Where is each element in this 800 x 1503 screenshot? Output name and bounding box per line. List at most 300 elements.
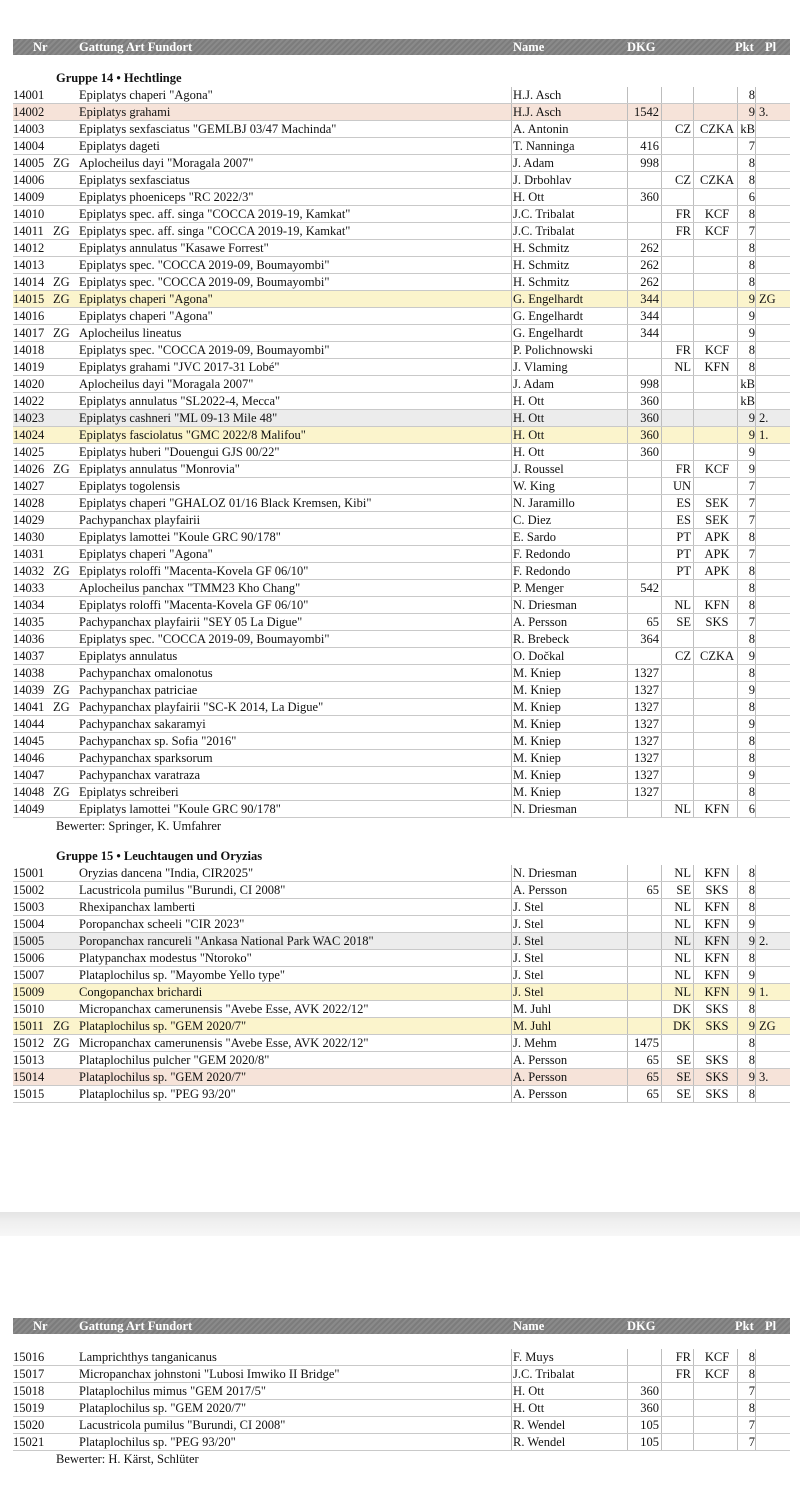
cell-art: Pachypanchax sp. Sofia "2016" — [79, 734, 237, 748]
column-divider — [511, 1434, 512, 1450]
cell-nr: 14034 — [13, 598, 45, 612]
column-divider — [755, 410, 756, 426]
column-divider — [627, 478, 628, 494]
cell-club — [697, 1035, 737, 1051]
column-divider — [693, 984, 694, 1000]
header-name: Name — [513, 40, 545, 54]
cell-land: ES — [676, 513, 691, 527]
cell-zg — [53, 138, 77, 154]
cell-nr: 14006 — [13, 173, 45, 187]
table-row — [13, 529, 790, 546]
table-row — [13, 223, 790, 240]
column-divider — [693, 750, 694, 766]
table-row — [13, 682, 790, 699]
table-row — [13, 699, 790, 716]
column-divider — [693, 393, 694, 409]
table-row — [13, 121, 790, 138]
cell-nr: 14017 — [13, 326, 45, 340]
cell-name: G. Engelhardt — [513, 309, 584, 323]
table-row — [13, 478, 790, 495]
column-divider — [693, 916, 694, 932]
column-divider — [511, 274, 512, 290]
cell-nr: 15016 — [13, 1350, 45, 1364]
cell-land — [663, 784, 691, 800]
cell-land — [663, 1400, 691, 1416]
column-divider — [661, 967, 662, 983]
cell-land: NL — [674, 900, 691, 914]
cell-zg — [53, 240, 77, 256]
column-divider — [511, 1069, 512, 1085]
group-15-rows — [13, 865, 790, 1103]
cell-pkt: 8 — [748, 360, 755, 374]
column-divider — [755, 1366, 756, 1382]
cell-nr: 14016 — [13, 309, 45, 323]
cell-pl — [759, 223, 789, 239]
column-divider — [693, 1434, 694, 1450]
cell-name: A. Persson — [513, 883, 568, 897]
cell-zg: ZG — [53, 785, 70, 799]
column-divider — [693, 899, 694, 915]
column-divider — [511, 427, 512, 443]
cell-dkg: 360 — [640, 394, 659, 408]
cell-dkg: 262 — [640, 241, 659, 255]
cell-name: J. Mehm — [513, 1036, 557, 1050]
header-gattung: Gattung Art Fundort — [79, 1319, 193, 1333]
cell-nr: 15006 — [13, 951, 45, 965]
column-divider — [755, 155, 756, 171]
cell-name: M. Kniep — [513, 683, 561, 697]
column-divider — [755, 325, 756, 341]
cell-nr: 14025 — [13, 445, 45, 459]
column-divider — [661, 716, 662, 732]
cell-zg: ZG — [53, 683, 70, 697]
column-divider — [755, 865, 756, 881]
cell-pl — [759, 529, 789, 545]
table-row — [13, 206, 790, 223]
cell-dkg: 65 — [646, 1053, 659, 1067]
cell-pl — [759, 699, 789, 715]
cell-nr: 14045 — [13, 734, 45, 748]
cell-art: Epiplatys chaperi "Agona" — [79, 547, 213, 561]
column-divider — [511, 189, 512, 205]
column-divider — [755, 393, 756, 409]
cell-name: M. Kniep — [513, 666, 561, 680]
column-divider — [661, 1086, 662, 1102]
cell-pl: 1. — [759, 985, 769, 999]
cell-nr: 15015 — [13, 1087, 45, 1101]
column-divider — [693, 291, 694, 307]
cell-club — [697, 189, 737, 205]
cell-land — [663, 155, 691, 171]
cell-pkt: 9 — [748, 1019, 755, 1033]
cell-dkg: 1327 — [634, 734, 659, 748]
column-divider — [661, 865, 662, 881]
column-divider — [661, 1366, 662, 1382]
cell-land: SE — [676, 1053, 691, 1067]
cell-land: PT — [676, 547, 691, 561]
cell-land: FR — [675, 207, 691, 221]
cell-name: J. Adam — [513, 377, 554, 391]
column-divider — [627, 444, 628, 460]
cell-nr: 14030 — [13, 530, 45, 544]
cell-art: Epiplatys annulatus "Kasawe Forrest" — [79, 241, 269, 255]
cell-zg — [53, 87, 77, 103]
column-divider — [755, 767, 756, 783]
cell-pkt: 8 — [748, 866, 755, 880]
cell-art: Pachypanchax playfairii "SEY 05 La Digue" — [79, 615, 303, 629]
column-divider — [693, 767, 694, 783]
column-divider — [627, 865, 628, 881]
cell-dkg — [629, 461, 659, 477]
cell-club: KFN — [704, 866, 730, 880]
cell-nr: 14011 — [13, 224, 44, 238]
column-divider — [755, 1434, 756, 1450]
column-divider — [693, 665, 694, 681]
column-divider — [661, 223, 662, 239]
table-row — [13, 916, 790, 933]
column-divider — [661, 376, 662, 392]
cell-pl — [759, 716, 789, 732]
column-divider — [755, 1052, 756, 1068]
cell-land — [663, 393, 691, 409]
cell-nr: 14026 — [13, 462, 45, 476]
cell-zg — [53, 308, 77, 324]
cell-club — [697, 274, 737, 290]
cell-pl — [759, 393, 789, 409]
cell-zg: ZG — [53, 224, 70, 238]
cell-zg — [53, 189, 77, 205]
cell-pkt: kB — [740, 377, 755, 391]
column-divider — [693, 563, 694, 579]
cell-pkt: 7 — [748, 479, 755, 493]
column-divider — [627, 1383, 628, 1399]
table-row — [13, 274, 790, 291]
cell-nr: 14022 — [13, 394, 45, 408]
cell-name: W. King — [513, 479, 555, 493]
cell-land — [663, 444, 691, 460]
cell-art: Epiplatys spec. "COCCA 2019-09, Boumayombi" — [79, 258, 330, 272]
cell-dkg: 262 — [640, 275, 659, 289]
cell-art: Epiplatys annulatus — [79, 649, 178, 663]
column-divider — [511, 597, 512, 613]
cell-club: SKS — [705, 1070, 729, 1084]
column-divider — [627, 87, 628, 103]
cell-nr: 14013 — [13, 258, 45, 272]
cell-pl — [759, 665, 789, 681]
cell-art: Oryzias dancena "India, CIR2025" — [79, 866, 254, 880]
cell-zg — [53, 410, 77, 426]
cell-club: KFN — [704, 985, 730, 999]
cell-art: Lacustricola pumilus "Burundi, CI 2008" — [79, 1418, 286, 1432]
column-divider — [511, 155, 512, 171]
cell-land: CZ — [675, 173, 691, 187]
cell-zg — [53, 933, 77, 949]
cell-club — [697, 631, 737, 647]
column-divider — [755, 291, 756, 307]
column-divider — [755, 597, 756, 613]
cell-land — [663, 138, 691, 154]
column-divider — [755, 444, 756, 460]
table-row — [13, 648, 790, 665]
cell-pl: 3. — [759, 105, 769, 119]
table-row — [13, 1018, 790, 1035]
cell-pl — [759, 865, 789, 881]
cell-land: NL — [674, 866, 691, 880]
cell-art: Epiplatys lamottei "Koule GRC 90/178" — [79, 530, 281, 544]
column-divider — [755, 984, 756, 1000]
cell-art: Epiplatys spec. aff. singa "COCCA 2019-19, Kamkat" — [79, 224, 351, 238]
cell-land — [663, 733, 691, 749]
cell-club: SKS — [705, 615, 729, 629]
column-divider — [627, 648, 628, 664]
column-divider — [627, 274, 628, 290]
cell-pkt: 8 — [748, 1401, 755, 1415]
cell-name: R. Brebeck — [513, 632, 570, 646]
column-divider — [661, 410, 662, 426]
cell-name: F. Muys — [513, 1350, 554, 1364]
column-divider — [511, 376, 512, 392]
column-divider — [693, 87, 694, 103]
cell-zg — [53, 172, 77, 188]
cell-zg — [53, 1069, 77, 1085]
table-row — [13, 580, 790, 597]
cell-club: SKS — [705, 883, 729, 897]
column-divider — [661, 1001, 662, 1017]
cell-land: UN — [672, 479, 691, 493]
column-divider — [511, 104, 512, 120]
cell-club: APK — [704, 530, 730, 544]
column-divider — [627, 189, 628, 205]
column-divider — [755, 1383, 756, 1399]
cell-pl — [759, 172, 789, 188]
column-divider — [627, 495, 628, 511]
cell-dkg: 65 — [646, 1070, 659, 1084]
cell-name: A. Persson — [513, 1053, 568, 1067]
cell-art: Poropanchax rancureli "Ankasa National Park WAC 2018" — [79, 934, 374, 948]
cell-land: FR — [675, 224, 691, 238]
column-divider — [755, 206, 756, 222]
cell-nr: 14028 — [13, 496, 45, 510]
cell-pl: 2. — [759, 934, 769, 948]
cell-pkt: 8 — [748, 666, 755, 680]
cell-art: Epiplatys annulatus "Monrovia" — [79, 462, 240, 476]
cell-land — [663, 580, 691, 596]
column-divider — [661, 291, 662, 307]
column-divider — [511, 682, 512, 698]
cell-land: CZ — [675, 122, 691, 136]
column-divider — [511, 1001, 512, 1017]
table-row — [13, 750, 790, 767]
cell-pl — [759, 580, 789, 596]
cell-dkg: 360 — [640, 1384, 659, 1398]
column-divider — [693, 257, 694, 273]
column-divider — [627, 631, 628, 647]
column-divider — [755, 563, 756, 579]
cell-dkg: 1327 — [634, 768, 659, 782]
cell-dkg — [629, 916, 659, 932]
table-row — [13, 138, 790, 155]
cell-art: Epiplatys spec. aff. singa "COCCA 2019-19, Kamkat" — [79, 207, 351, 221]
cell-pl — [759, 916, 789, 932]
column-divider — [627, 682, 628, 698]
column-divider — [511, 512, 512, 528]
cell-zg — [53, 495, 77, 511]
cell-nr: 15005 — [13, 934, 45, 948]
cell-dkg — [629, 933, 659, 949]
cell-zg — [53, 750, 77, 766]
cell-art: Pachypanchax sakaramyi — [79, 717, 206, 731]
group-footer: Bewerter: H. Kärst, Schlüter — [56, 1452, 199, 1466]
cell-land — [663, 87, 691, 103]
column-divider — [627, 767, 628, 783]
column-divider — [661, 801, 662, 817]
cell-pkt: 8 — [748, 1350, 755, 1364]
column-divider — [661, 699, 662, 715]
cell-art: Congopanchax brichardi — [79, 985, 203, 999]
table-row — [13, 967, 790, 984]
column-divider — [693, 546, 694, 562]
cell-pl — [759, 121, 789, 137]
cell-zg — [53, 1434, 77, 1450]
cell-name: H. Schmitz — [513, 258, 570, 272]
cell-land — [663, 104, 691, 120]
cell-name: M. Kniep — [513, 734, 561, 748]
column-divider — [755, 223, 756, 239]
cell-nr: 15017 — [13, 1367, 45, 1381]
table-row — [13, 1349, 790, 1366]
cell-dkg — [629, 1366, 659, 1382]
cell-club: APK — [704, 564, 730, 578]
cell-zg — [53, 529, 77, 545]
cell-pl — [759, 733, 789, 749]
column-divider — [693, 342, 694, 358]
cell-nr: 14033 — [13, 581, 45, 595]
cell-nr: 14014 — [13, 275, 45, 289]
cell-zg — [53, 257, 77, 273]
cell-pkt: 7 — [748, 224, 755, 238]
column-divider — [511, 1052, 512, 1068]
cell-pl — [759, 967, 789, 983]
column-divider — [661, 87, 662, 103]
cell-pkt: 8 — [748, 530, 755, 544]
column-divider — [511, 1417, 512, 1433]
cell-name: E. Sardo — [513, 530, 557, 544]
cell-pkt: 8 — [748, 88, 755, 102]
column-divider — [627, 138, 628, 154]
column-divider — [627, 1366, 628, 1382]
column-divider — [755, 1018, 756, 1034]
cell-name: F. Redondo — [513, 564, 571, 578]
cell-land: SE — [676, 1087, 691, 1101]
cell-nr: 14012 — [13, 241, 45, 255]
cell-name: P. Menger — [513, 581, 564, 595]
table-row — [13, 427, 790, 444]
cell-land: DK — [672, 1019, 691, 1033]
cell-name: G. Engelhardt — [513, 326, 584, 340]
column-divider — [511, 291, 512, 307]
cell-dkg: 1327 — [634, 717, 659, 731]
cell-art: Epiplatys chaperi "Agona" — [79, 309, 213, 323]
column-divider — [661, 1018, 662, 1034]
column-divider — [661, 580, 662, 596]
group-14 — [13, 70, 790, 835]
cell-name: M. Kniep — [513, 717, 561, 731]
column-divider — [511, 648, 512, 664]
cell-art: Epiplatys lamottei "Koule GRC 90/178" — [79, 802, 281, 816]
cell-club: KFN — [704, 951, 730, 965]
cell-pkt: 7 — [748, 1418, 755, 1432]
cell-pkt: 7 — [748, 513, 755, 527]
cell-land: PT — [676, 530, 691, 544]
cell-club — [697, 87, 737, 103]
cell-art: Aplocheilus dayi "Moragala 2007" — [79, 156, 254, 170]
cell-pkt: 8 — [748, 734, 755, 748]
cell-zg — [53, 1052, 77, 1068]
table-row — [13, 410, 790, 427]
cell-nr: 15020 — [13, 1418, 45, 1432]
column-divider — [627, 172, 628, 188]
cell-land: ES — [676, 496, 691, 510]
column-divider — [661, 1417, 662, 1433]
cell-dkg: 344 — [640, 309, 659, 323]
cell-zg — [53, 427, 77, 443]
cell-zg — [53, 342, 77, 358]
cell-pl — [759, 478, 789, 494]
column-divider — [755, 495, 756, 511]
column-divider — [661, 899, 662, 915]
cell-name: T. Nanninga — [513, 139, 575, 153]
column-divider — [627, 580, 628, 596]
cell-art: Platypanchax modestus "Ntoroko" — [79, 951, 252, 965]
column-divider — [511, 478, 512, 494]
column-divider — [693, 1018, 694, 1034]
column-divider — [693, 1086, 694, 1102]
cell-dkg: 1327 — [634, 700, 659, 714]
header-pl: Pl — [765, 40, 777, 54]
cell-nr: 15007 — [13, 968, 45, 982]
column-divider — [693, 682, 694, 698]
column-divider — [755, 138, 756, 154]
column-divider — [755, 933, 756, 949]
cell-pkt: 9 — [748, 445, 755, 459]
column-divider — [693, 1052, 694, 1068]
cell-pkt: 9 — [748, 1070, 755, 1084]
cell-art: Epiplatys annulatus "SL2022-4, Mecca" — [79, 394, 281, 408]
cell-art: Epiplatys cashneri "ML 09-13 Mile 48" — [79, 411, 278, 425]
column-divider — [661, 665, 662, 681]
column-divider — [661, 882, 662, 898]
cell-nr: 14002 — [13, 105, 45, 119]
cell-dkg — [629, 1001, 659, 1017]
column-divider — [693, 495, 694, 511]
column-divider — [693, 967, 694, 983]
cell-nr: 14001 — [13, 88, 45, 102]
column-divider — [693, 716, 694, 732]
cell-pl — [759, 274, 789, 290]
cell-dkg: 360 — [640, 411, 659, 425]
cell-zg — [53, 950, 77, 966]
cell-club — [697, 784, 737, 800]
group-14-rows — [13, 87, 790, 818]
cell-pkt: 8 — [748, 883, 755, 897]
cell-name: H. Ott — [513, 394, 545, 408]
cell-zg — [53, 631, 77, 647]
cell-land — [663, 1383, 691, 1399]
cell-club: KCF — [704, 1350, 730, 1364]
column-divider — [693, 865, 694, 881]
cell-pkt: 8 — [748, 564, 755, 578]
group-15-continued — [13, 1349, 790, 1468]
